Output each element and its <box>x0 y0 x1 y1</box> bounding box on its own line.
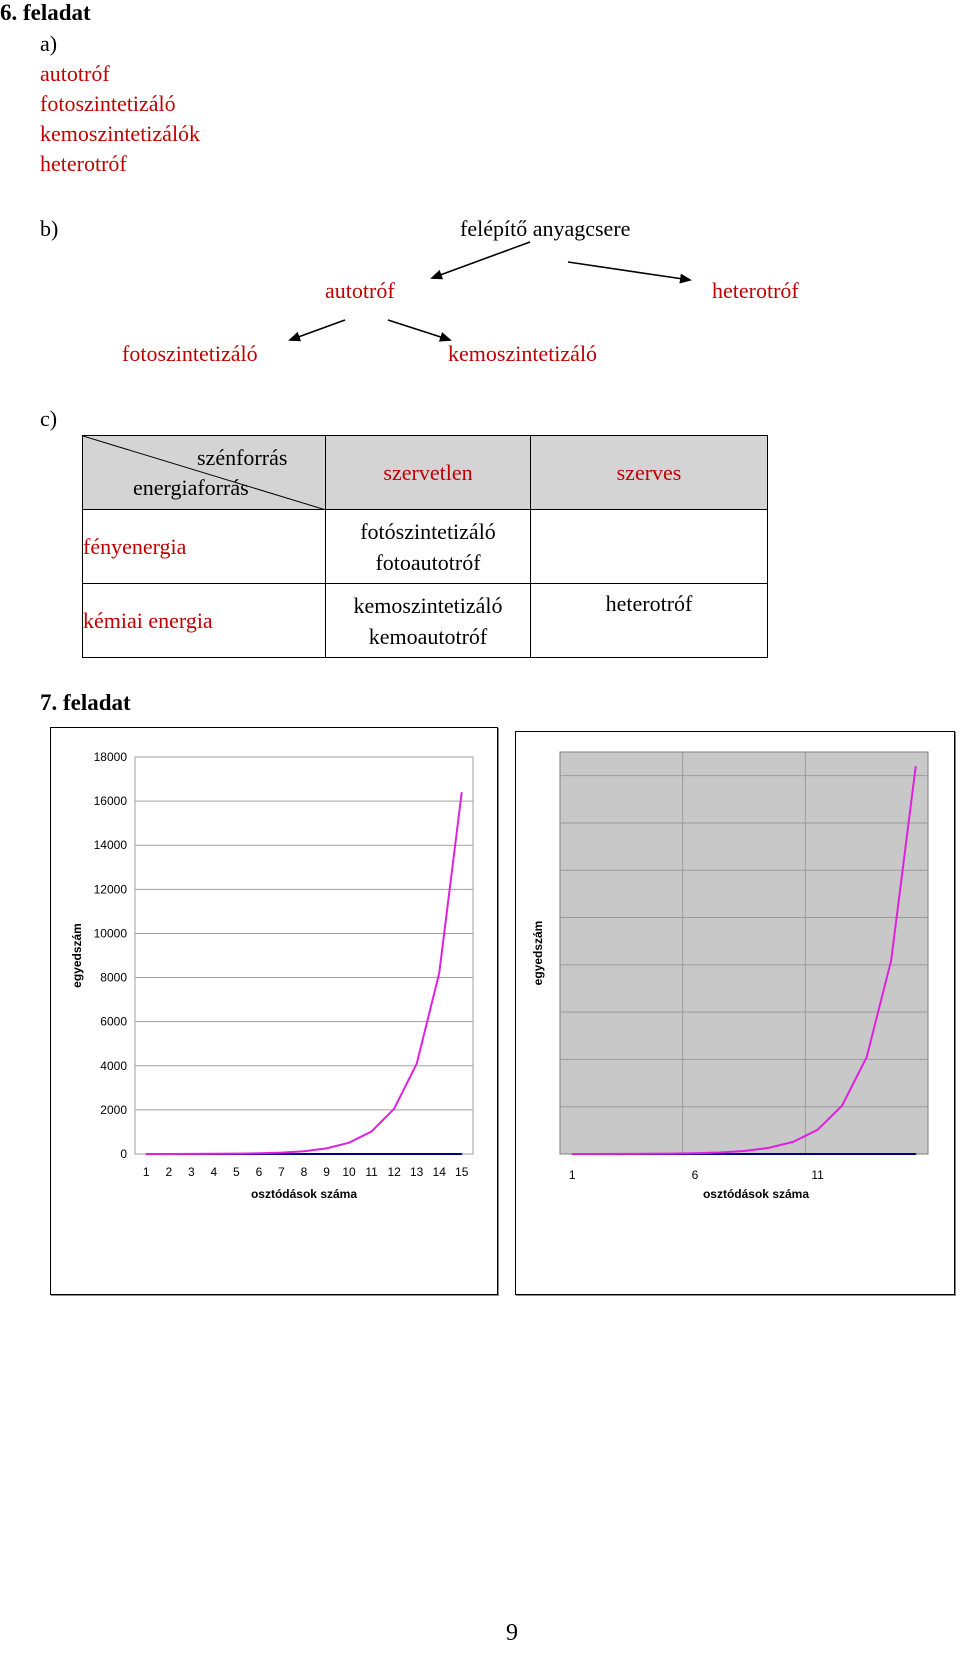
data-point <box>416 1063 418 1065</box>
x-tick-label: 7 <box>278 1165 285 1179</box>
data-point <box>866 1153 868 1155</box>
part-b-label: b) <box>40 216 59 241</box>
data-point <box>915 766 917 768</box>
data-point <box>768 1153 770 1155</box>
x-tick-label: 11 <box>811 1168 824 1182</box>
y-tick-label: 18000 <box>93 750 127 764</box>
data-point <box>817 1153 819 1155</box>
data-point <box>841 1105 843 1107</box>
data-point <box>258 1152 260 1154</box>
y-axis-label: egyedszám <box>70 923 84 988</box>
answer-a-3: kemoszintetizálók <box>40 121 201 146</box>
x-tick-label: 9 <box>323 1165 330 1179</box>
corner-energy-source: energiaforrás <box>133 475 249 500</box>
y-tick-label: 14000 <box>93 838 127 853</box>
data-point <box>866 1056 868 1058</box>
data-point <box>596 1153 598 1155</box>
y-tick-label: 12000 <box>93 882 127 897</box>
chart-right-svg <box>516 732 954 1294</box>
data-point <box>191 1153 193 1155</box>
data-point <box>236 1153 238 1155</box>
task7-title: 7. feladat <box>40 690 131 715</box>
data-point <box>213 1153 215 1155</box>
x-tick-label: 3 <box>187 1165 195 1179</box>
data-point <box>890 959 892 961</box>
y-axis-label: egyedszám <box>531 920 545 986</box>
plot-area <box>560 752 928 1154</box>
data-point <box>348 1153 350 1155</box>
page-number: 9 <box>506 1620 518 1646</box>
x-axis-label: osztódások száma <box>250 1187 358 1201</box>
data-point <box>768 1147 770 1149</box>
corner-carbon-source: szénforrás <box>197 445 288 470</box>
x-tick-label: 4 <box>210 1165 218 1179</box>
data-point <box>438 973 440 975</box>
arrow-to-heterotrof <box>568 262 690 280</box>
row-chemical-energy-label: kémiai energia <box>83 608 213 633</box>
x-tick-label: 10 <box>342 1165 356 1179</box>
x-tick-label: 6 <box>255 1165 263 1179</box>
arrow-to-autotrof <box>432 242 530 278</box>
x-tick-label: 11 <box>365 1165 378 1179</box>
data-point <box>841 1153 843 1155</box>
tree-heterotrof: heterotróf <box>712 278 799 303</box>
row-chemical-energy <box>83 584 326 658</box>
data-point <box>168 1153 170 1155</box>
y-tick-label: 0 <box>120 1147 127 1161</box>
task6-title: 6. feladat <box>0 0 91 25</box>
data-point <box>326 1153 328 1155</box>
y-tick-label: 8000 <box>100 970 127 985</box>
x-tick-label: 5 <box>233 1165 240 1179</box>
tree-arrows <box>0 0 960 380</box>
data-point <box>326 1148 328 1150</box>
cell-heterotrof <box>531 584 768 658</box>
answer-a-2: fotoszintetizáló <box>40 91 176 116</box>
y-tick-label: 4000 <box>100 1058 127 1073</box>
data-point <box>348 1142 350 1144</box>
data-point <box>393 1108 395 1110</box>
chart-left <box>50 727 498 1295</box>
data-point <box>571 1153 573 1155</box>
cell-chemo-line2: kemoautotróf <box>368 623 488 649</box>
energy-table <box>82 435 768 658</box>
chart-left-svg <box>51 728 497 1294</box>
data-point <box>915 1153 917 1155</box>
x-tick-label: 2 <box>165 1165 173 1179</box>
answer-a-1: autotróf <box>40 61 110 86</box>
answer-a-4: heterotróf <box>40 151 127 176</box>
x-tick-label: 6 <box>691 1168 699 1182</box>
row-light-energy-label: fényenergia <box>83 534 187 559</box>
plot-area <box>135 757 473 1154</box>
y-tick-label: 2000 <box>100 1102 127 1117</box>
cell-photo-line2: fotoautotróf <box>375 549 481 575</box>
col-organic: szerves <box>531 436 768 510</box>
cell-empty <box>531 510 768 584</box>
cell-heterotrof-text: heterotróf <box>605 591 693 616</box>
tree-autotrof: autotróf <box>325 278 395 303</box>
data-point <box>281 1152 283 1154</box>
tree-root: felépítő anyagcsere <box>460 216 631 241</box>
data-point <box>670 1153 672 1155</box>
data-point <box>743 1153 745 1155</box>
x-tick-label: 13 <box>409 1165 424 1179</box>
data-point <box>371 1131 373 1133</box>
cell-photo <box>326 510 531 584</box>
data-point <box>371 1153 373 1155</box>
x-tick-label: 8 <box>300 1165 308 1179</box>
part-a-label: a) <box>40 31 58 56</box>
data-point <box>145 1153 147 1155</box>
col-inorganic: szervetlen <box>326 436 531 510</box>
x-axis-label: osztódások száma <box>702 1187 810 1201</box>
row-light-energy <box>83 510 326 584</box>
corner-cell <box>83 436 326 510</box>
data-point <box>890 1153 892 1155</box>
y-tick-label: 6000 <box>100 1014 127 1029</box>
y-tick-label: 10000 <box>93 926 127 941</box>
data-point <box>461 792 463 794</box>
y-tick-label: 16000 <box>93 794 127 809</box>
x-tick-label: 1 <box>568 1168 576 1182</box>
data-point <box>461 1153 463 1155</box>
x-tick-label: 1 <box>142 1165 150 1179</box>
cell-chemo <box>326 584 531 658</box>
tree-kemo: kemoszintetizáló <box>448 341 598 366</box>
data-point <box>817 1129 819 1131</box>
arrow-to-kemo <box>388 320 450 340</box>
x-tick-label: 14 <box>432 1165 446 1179</box>
cell-photo-line1: fotószintetizáló <box>360 518 496 544</box>
x-tick-label: 12 <box>387 1165 401 1179</box>
data-point <box>303 1150 305 1152</box>
arrow-to-foto <box>290 320 345 340</box>
cell-chemo-line1: kemoszintetizáló <box>353 592 503 618</box>
chart-right <box>515 731 955 1295</box>
data-point <box>719 1152 721 1154</box>
data-point <box>416 1153 418 1155</box>
tree-foto: fotoszintetizáló <box>122 341 258 366</box>
data-point <box>694 1152 696 1154</box>
data-point <box>621 1153 623 1155</box>
data-point <box>792 1141 794 1143</box>
data-point <box>743 1150 745 1152</box>
data-point <box>393 1153 395 1155</box>
data-point <box>438 1153 440 1155</box>
data-point <box>645 1153 647 1155</box>
data-point <box>792 1153 794 1155</box>
x-tick-label: 15 <box>455 1165 469 1179</box>
data-point <box>303 1153 305 1155</box>
part-c-label: c) <box>40 406 58 431</box>
